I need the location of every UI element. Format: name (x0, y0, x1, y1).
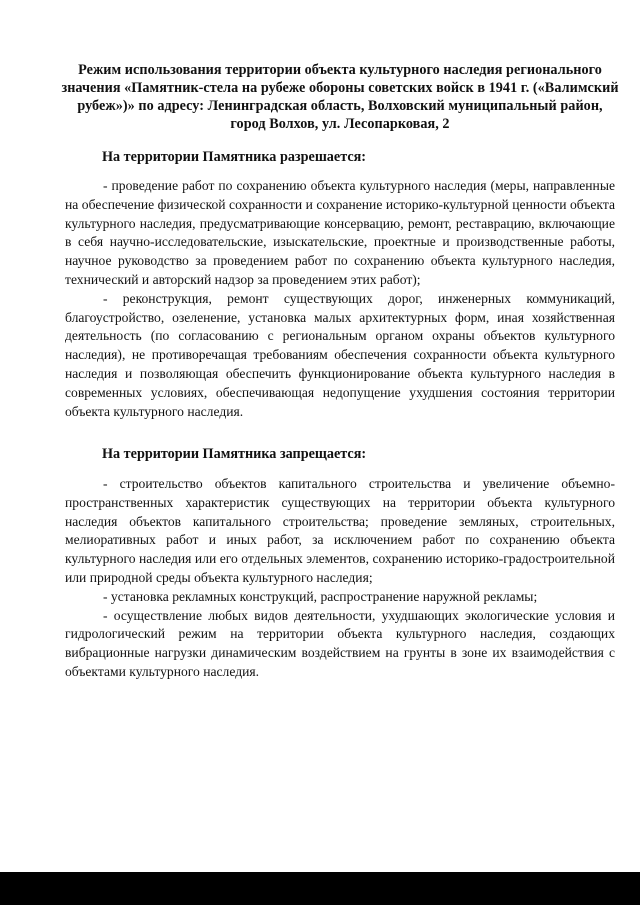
document-title: Режим использования территории объекта культурного наследия регионального значения «Памятник-стела на рубеже обороны советских войск в 1941 г. («Валимский рубеж»)» по адресу: Ленинградская область, Волховский муниципальный район, город Волхов, ул. Лесопарковая, 2 (61, 62, 619, 132)
allowed-list (65, 177, 615, 421)
allowed-item: - реконструкция, ремонт существующих дорог, инженерных коммуникаций, благоустройство, озеленение, установка малых архитектурных форм, иная хозяйственная деятельность (по согласованию с региональным органом охраны объектов культурного наследия), не противоречащая требованиям обеспечения сохранности объекта культурного наследия и позволяющая обеспечить функционирование объекта культурного наследия в современных условиях, обеспечивающая недопущение ухудшения состояния территории объекта культурного наследия. (65, 290, 615, 419)
prohibited-item: - установка рекламных конструкций, распространение наружной рекламы; (103, 588, 538, 604)
prohibited-heading: На территории Памятника запрещается: (102, 446, 367, 462)
prohibited-item: - строительство объектов капитального строительства и увеличение объемно-пространственных характеристик существующих на территории объекта культурного наследия объектов капитального строительства; проведение земляных, строительных, мелиоративных работ и иных работ, за исключением работ по сохранению объекта культурного наследия или его отдельных элементов, сохранению историко-градостроительной или природной среды объекта культурного наследия; (65, 476, 615, 585)
prohibited-list (65, 475, 615, 682)
allowed-heading: На территории Памятника разрешается: (102, 149, 367, 165)
allowed-item: - проведение работ по сохранению объекта культурного наследия (меры, направленные на обеспечение физической сохранности и сохранение историко-культурной ценности объекта культурного наследия, предусматривающие консервацию, ремонт, реставрацию, включающие в себя научно-исследовательские, изыскательские, проектные и производственные работы, научное руководство за проведением работ по сохранению объекта культурного наследия, технический и авторский надзор за проведением этих работ); (65, 178, 615, 287)
scan-bottom-border (0, 872, 640, 905)
prohibited-item: - осуществление любых видов деятельности, ухудшающих экологические условия и гидрологический режим на территории объекта культурного наследия, создающих вибрационные нагрузки динамическим воздействием на грунты в зоне их взаимодействия с объектами культурного наследия. (65, 607, 615, 679)
